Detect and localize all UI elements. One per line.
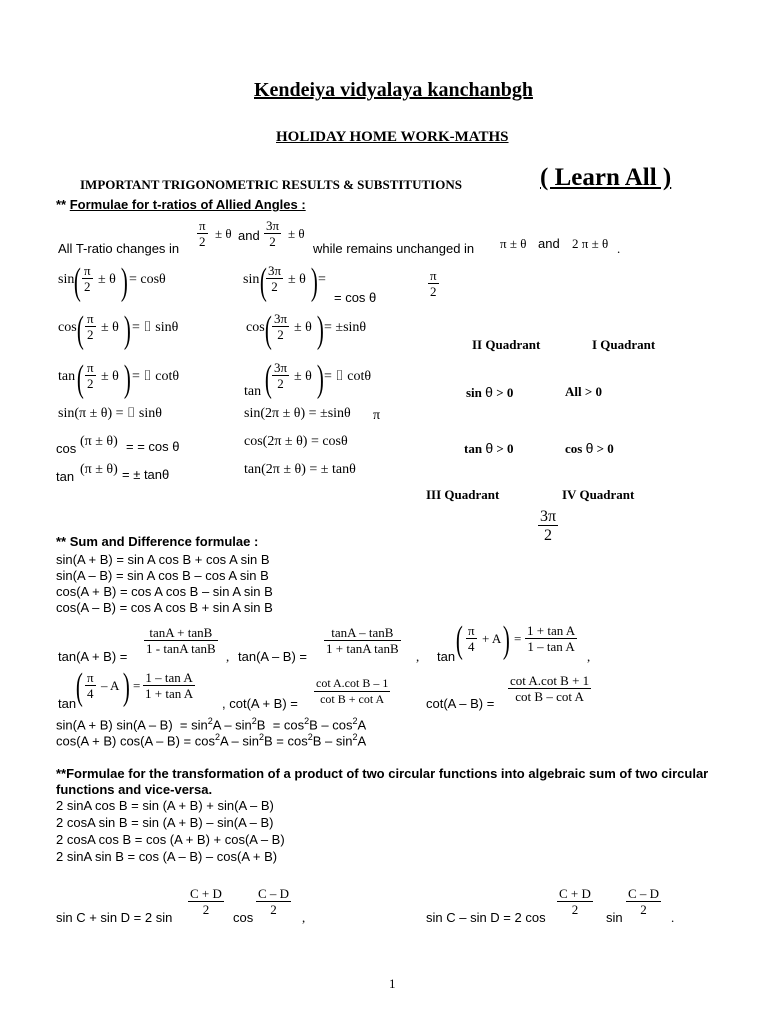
paren-right: ) — [123, 358, 131, 400]
frac-den: 2 — [277, 376, 284, 391]
sin-positive — [466, 384, 513, 401]
frac-den: 2 — [84, 279, 91, 294]
frac-c-minus-d — [626, 886, 661, 917]
comma: , — [416, 649, 420, 664]
quadrant-4-label: IV Quadrant — [562, 487, 635, 502]
frac-num: π — [87, 311, 94, 326]
frac-c-minus-d — [256, 886, 291, 917]
cos-positive — [565, 440, 614, 457]
part: B = cos — [264, 733, 308, 749]
tan-c: (π ± θ) — [80, 462, 118, 477]
frac-num: 1 – tan A — [143, 670, 195, 686]
frac-den: 2 — [544, 527, 553, 544]
part: cos(A + B) cos(A – B) = cos — [56, 733, 215, 749]
sin-b-result-2: = cos θ — [334, 290, 377, 305]
transform-line-2: 2 cosA sin B = sin (A + B) – sin(A – B) — [56, 815, 274, 830]
sum-to-product-lhs: sin C + sin D = 2 sin — [56, 910, 173, 925]
comma: , — [226, 649, 230, 664]
frac-num: 3π — [266, 218, 280, 233]
frac-c-plus-d — [557, 886, 593, 917]
frac-den: 2 — [571, 902, 579, 917]
cos-positive-a: cos — [565, 441, 586, 456]
paren-left: ( — [76, 309, 84, 351]
comma: , — [302, 910, 306, 925]
tan-positive-a: tan — [464, 441, 486, 456]
learn-all-label: ( Learn All ) — [540, 164, 672, 191]
frac-den: 2 — [202, 902, 210, 917]
sin-d: sin(2π ± θ) = ±sinθ — [244, 406, 351, 421]
tan-positive-b: > 0 — [493, 441, 514, 456]
sumdiff-heading: ** Sum and Difference formulae : — [56, 534, 259, 549]
part: B = cos — [256, 717, 305, 733]
frac-3pi-2 — [266, 263, 283, 294]
tan-quarter2-frac — [143, 670, 195, 701]
tan-diff-lhs: tan(A – B) = — [238, 649, 308, 664]
tan-d: tan(2π ± θ) = ± tanθ — [244, 462, 356, 477]
tan-sum-lhs: tan(A + B) = — [58, 649, 128, 664]
frac-den: 1 + tanA tanB — [326, 641, 399, 656]
cos-a-result: = ⌷ sinθ — [132, 320, 179, 335]
paren-left: ( — [73, 261, 81, 303]
tan-sum-frac — [144, 625, 218, 656]
superscript: 2 — [259, 732, 265, 742]
tan-positive — [464, 440, 514, 457]
tan-c-result: = ± tanθ — [122, 467, 170, 482]
frac-c-plus-d — [188, 886, 224, 917]
important-heading: IMPORTANT TRIGONOMETRIC RESULTS & SUBSTITUTIONS — [80, 177, 462, 192]
part: A – sin — [219, 733, 259, 749]
cos-d: cos(2π ± θ) = cosθ — [244, 434, 348, 449]
frac-num: cot A.cot B + 1 — [510, 673, 590, 688]
cos-c-label: cos — [56, 441, 77, 456]
frac-num: C – D — [628, 886, 660, 901]
and-2: and — [538, 236, 560, 251]
superscript: 2 — [207, 716, 213, 726]
frac-3pi-2 — [272, 311, 289, 342]
tan-diff-frac — [324, 625, 401, 656]
tan-a-arg: ± θ — [101, 369, 119, 384]
frac-den: cot B + cot A — [320, 692, 385, 706]
sin-d-pi: π — [373, 408, 381, 423]
superscript: 2 — [251, 716, 257, 726]
while-text: while remains unchanged in — [313, 241, 475, 256]
tan-a-label: tan — [58, 369, 76, 384]
frac-num: 3π — [540, 508, 557, 525]
paren-left: ( — [264, 358, 272, 400]
frac-num: 3π — [274, 311, 288, 326]
frac-den: 2 — [271, 279, 278, 294]
transform-line-1: 2 sinA cos B = sin (A + B) + sin(A – B) — [56, 798, 274, 813]
frac-num: tanA – tanB — [324, 625, 401, 641]
sumdiff-line-4: cos(A – B) = cos A cos B + sin A sin B — [56, 600, 273, 615]
tan-a-result: = ⌷ cotθ — [132, 369, 180, 384]
frac-den: cot B – cot A — [515, 689, 584, 704]
sin-a-label: sin — [58, 272, 75, 287]
frac-num: π — [87, 670, 94, 685]
cot-sum-frac — [314, 676, 390, 707]
paren-left: ( — [75, 666, 83, 708]
cos-a-label: cos — [58, 320, 77, 335]
frac-pi-4 — [466, 623, 477, 654]
sin-a-arg: ± θ — [98, 272, 116, 287]
frac-den: 2 — [87, 376, 94, 391]
frac-pi-4 — [85, 670, 96, 701]
frac-pi-2 — [85, 311, 96, 342]
frac-pi-2 — [85, 360, 96, 391]
frac-num: π — [87, 360, 94, 375]
frac-den: 1 + tan A — [145, 686, 194, 701]
quadrant-3-label: III Quadrant — [426, 487, 500, 502]
intro-pm-theta-2: ± θ — [288, 226, 305, 241]
part: A – sin — [212, 717, 252, 733]
sin-b-result: = — [318, 272, 326, 287]
part: B – sin — [312, 733, 353, 749]
frac-den: 2 — [640, 902, 647, 917]
tan-quarter-frac — [525, 623, 577, 654]
cot-diff-lhs: cot(A – B) = — [426, 696, 495, 711]
frac-num: π — [468, 623, 475, 638]
theta-symbol: θ — [485, 440, 494, 456]
frac-den: 1 - tanA tanB — [146, 641, 216, 656]
tan-quarter-plus: + A — [482, 631, 502, 646]
tan-b-result: = ⌷ cotθ — [324, 369, 372, 384]
frac-den: 2 — [269, 234, 276, 249]
frac-num: 3π — [274, 360, 288, 375]
allied-intro-text: All T-ratio changes in — [58, 241, 180, 256]
frac-num: tanA + tanB — [144, 625, 218, 641]
frac-num: π — [430, 268, 437, 283]
cot-diff-frac — [508, 673, 591, 704]
intro-dot: . — [617, 241, 621, 256]
quadrant-1-label: I Quadrant — [592, 337, 656, 352]
all-positive: All > 0 — [565, 384, 603, 399]
allied-heading-text: Formulae for t-ratios of Allied Angles : — [69, 197, 306, 212]
part: A — [357, 717, 367, 733]
sin-b-arg: ± θ — [288, 272, 306, 287]
frac-num: π — [199, 218, 206, 233]
frac-num: cot A.cot B – 1 — [316, 676, 389, 690]
cos-a-arg: ± θ — [101, 320, 119, 335]
intro-frac-pi-2 — [197, 218, 208, 249]
tan-quarter2-lhs: tan — [58, 696, 77, 711]
period: . — [671, 910, 675, 925]
theta-symbol: θ — [585, 440, 594, 456]
diff-sin: sin — [606, 910, 623, 925]
intro-and: and — [238, 228, 260, 243]
cot-sum-lhs: , cot(A + B) = — [222, 696, 298, 711]
quadrant-top-pi-2 — [428, 268, 439, 299]
frac-den: 2 — [87, 327, 94, 342]
sin-a-result: = cosθ — [129, 272, 166, 287]
comma: , — [587, 649, 591, 664]
frac-den: 2 — [277, 327, 284, 342]
equals: = — [514, 631, 522, 646]
allied-heading-prefix: ** — [56, 197, 70, 212]
quadrant-bottom-3pi-2 — [538, 508, 558, 545]
cos-c: (π ± θ) — [80, 434, 118, 449]
frac-num: C + D — [190, 886, 222, 901]
frac-pi-2 — [82, 263, 93, 294]
product-identity-2 — [56, 732, 366, 748]
paren-right: ) — [120, 261, 128, 303]
superscript: 2 — [352, 716, 358, 726]
page-number: 1 — [389, 976, 396, 991]
allied-heading — [56, 197, 306, 212]
frac-3pi-2 — [272, 360, 289, 391]
frac-num: C + D — [559, 886, 591, 901]
tan-quarter-lhs: tan — [437, 649, 456, 664]
paren-left: ( — [76, 358, 84, 400]
transform-line-4: 2 sinA sin B = cos (A – B) – cos(A + B) — [56, 849, 278, 864]
frac-den: 2 — [430, 284, 437, 299]
paren-right: ) — [316, 358, 324, 400]
diff-to-product-lhs: sin C – sin D = 2 cos — [426, 910, 546, 925]
sin-positive-b: > 0 — [492, 385, 514, 400]
cos-c-result: = = cos θ — [126, 439, 180, 454]
paren-right: ) — [316, 309, 324, 351]
superscript: 2 — [214, 732, 220, 742]
frac-num: π — [84, 263, 91, 278]
tan-quarter2-minus: – A — [101, 678, 120, 693]
part: sin(A + B) sin(A – B) = sin — [56, 717, 208, 733]
sumdiff-line-1: sin(A + B) = sin A cos B + cos A sin B — [56, 552, 270, 567]
paren-left: ( — [455, 619, 463, 661]
cos-b-label: cos — [246, 320, 265, 335]
transform-heading: **Formulae for the transformation of a product of two circular functions into algebraic sum of two circular functions and vice-versa. — [56, 766, 709, 797]
tan-c-label: tan — [56, 469, 75, 484]
transform-line-3: 2 cosA cos B = cos (A + B) + cos(A – B) — [56, 832, 285, 847]
theta-symbol: θ — [485, 384, 493, 400]
superscript: 2 — [352, 732, 358, 742]
tan-b-arg: ± θ — [294, 369, 312, 384]
part: A — [357, 733, 367, 749]
school-title: Kendeiya vidyalaya kanchanbgh — [254, 79, 533, 101]
cos-b-arg: ± θ — [294, 320, 312, 335]
paren-left: ( — [264, 309, 272, 351]
product-identity-1 — [56, 716, 366, 732]
superscript: 2 — [304, 716, 310, 726]
cos-b-result: = ±sinθ — [324, 320, 367, 335]
paren-right: ) — [122, 666, 130, 708]
sin-positive-a: sin — [466, 385, 486, 400]
paren-left: ( — [259, 261, 267, 303]
part: B – cos — [309, 717, 353, 733]
frac-num: 3π — [268, 263, 282, 278]
tan-b-label: tan — [244, 384, 262, 399]
frac-den: 4 — [87, 686, 94, 701]
frac-num: 1 + tan A — [527, 623, 576, 638]
intro-pm-theta: ± θ — [215, 226, 232, 241]
sumdiff-line-3: cos(A + B) = cos A cos B – sin A sin B — [56, 584, 273, 599]
intro-frac-3pi-2 — [264, 218, 281, 249]
cos-positive-b: > 0 — [593, 441, 614, 456]
frac-num: C – D — [258, 886, 290, 901]
superscript: 2 — [307, 732, 313, 742]
sum-cos: cos — [233, 910, 254, 925]
paren-right: ) — [123, 309, 131, 351]
homework-title: HOLIDAY HOME WORK-MATHS — [276, 129, 509, 145]
frac-den: 2 — [199, 234, 206, 249]
paren-right: ) — [310, 261, 318, 303]
equals: = — [133, 678, 141, 693]
quadrant-2-label: II Quadrant — [472, 337, 541, 352]
paren-right: ) — [502, 619, 510, 661]
sin-b-label: sin — [243, 272, 260, 287]
sumdiff-line-2: sin(A – B) = sin A cos B – cos A sin B — [56, 568, 269, 583]
two-pi-pm-theta: 2 π ± θ — [572, 236, 609, 251]
pi-pm-theta: π ± θ — [500, 236, 527, 251]
frac-den: 2 — [270, 902, 277, 917]
frac-den: 4 — [468, 639, 475, 654]
sin-c: sin(π ± θ) = ⌷ sinθ — [58, 406, 162, 421]
frac-den: 1 – tan A — [527, 639, 575, 654]
